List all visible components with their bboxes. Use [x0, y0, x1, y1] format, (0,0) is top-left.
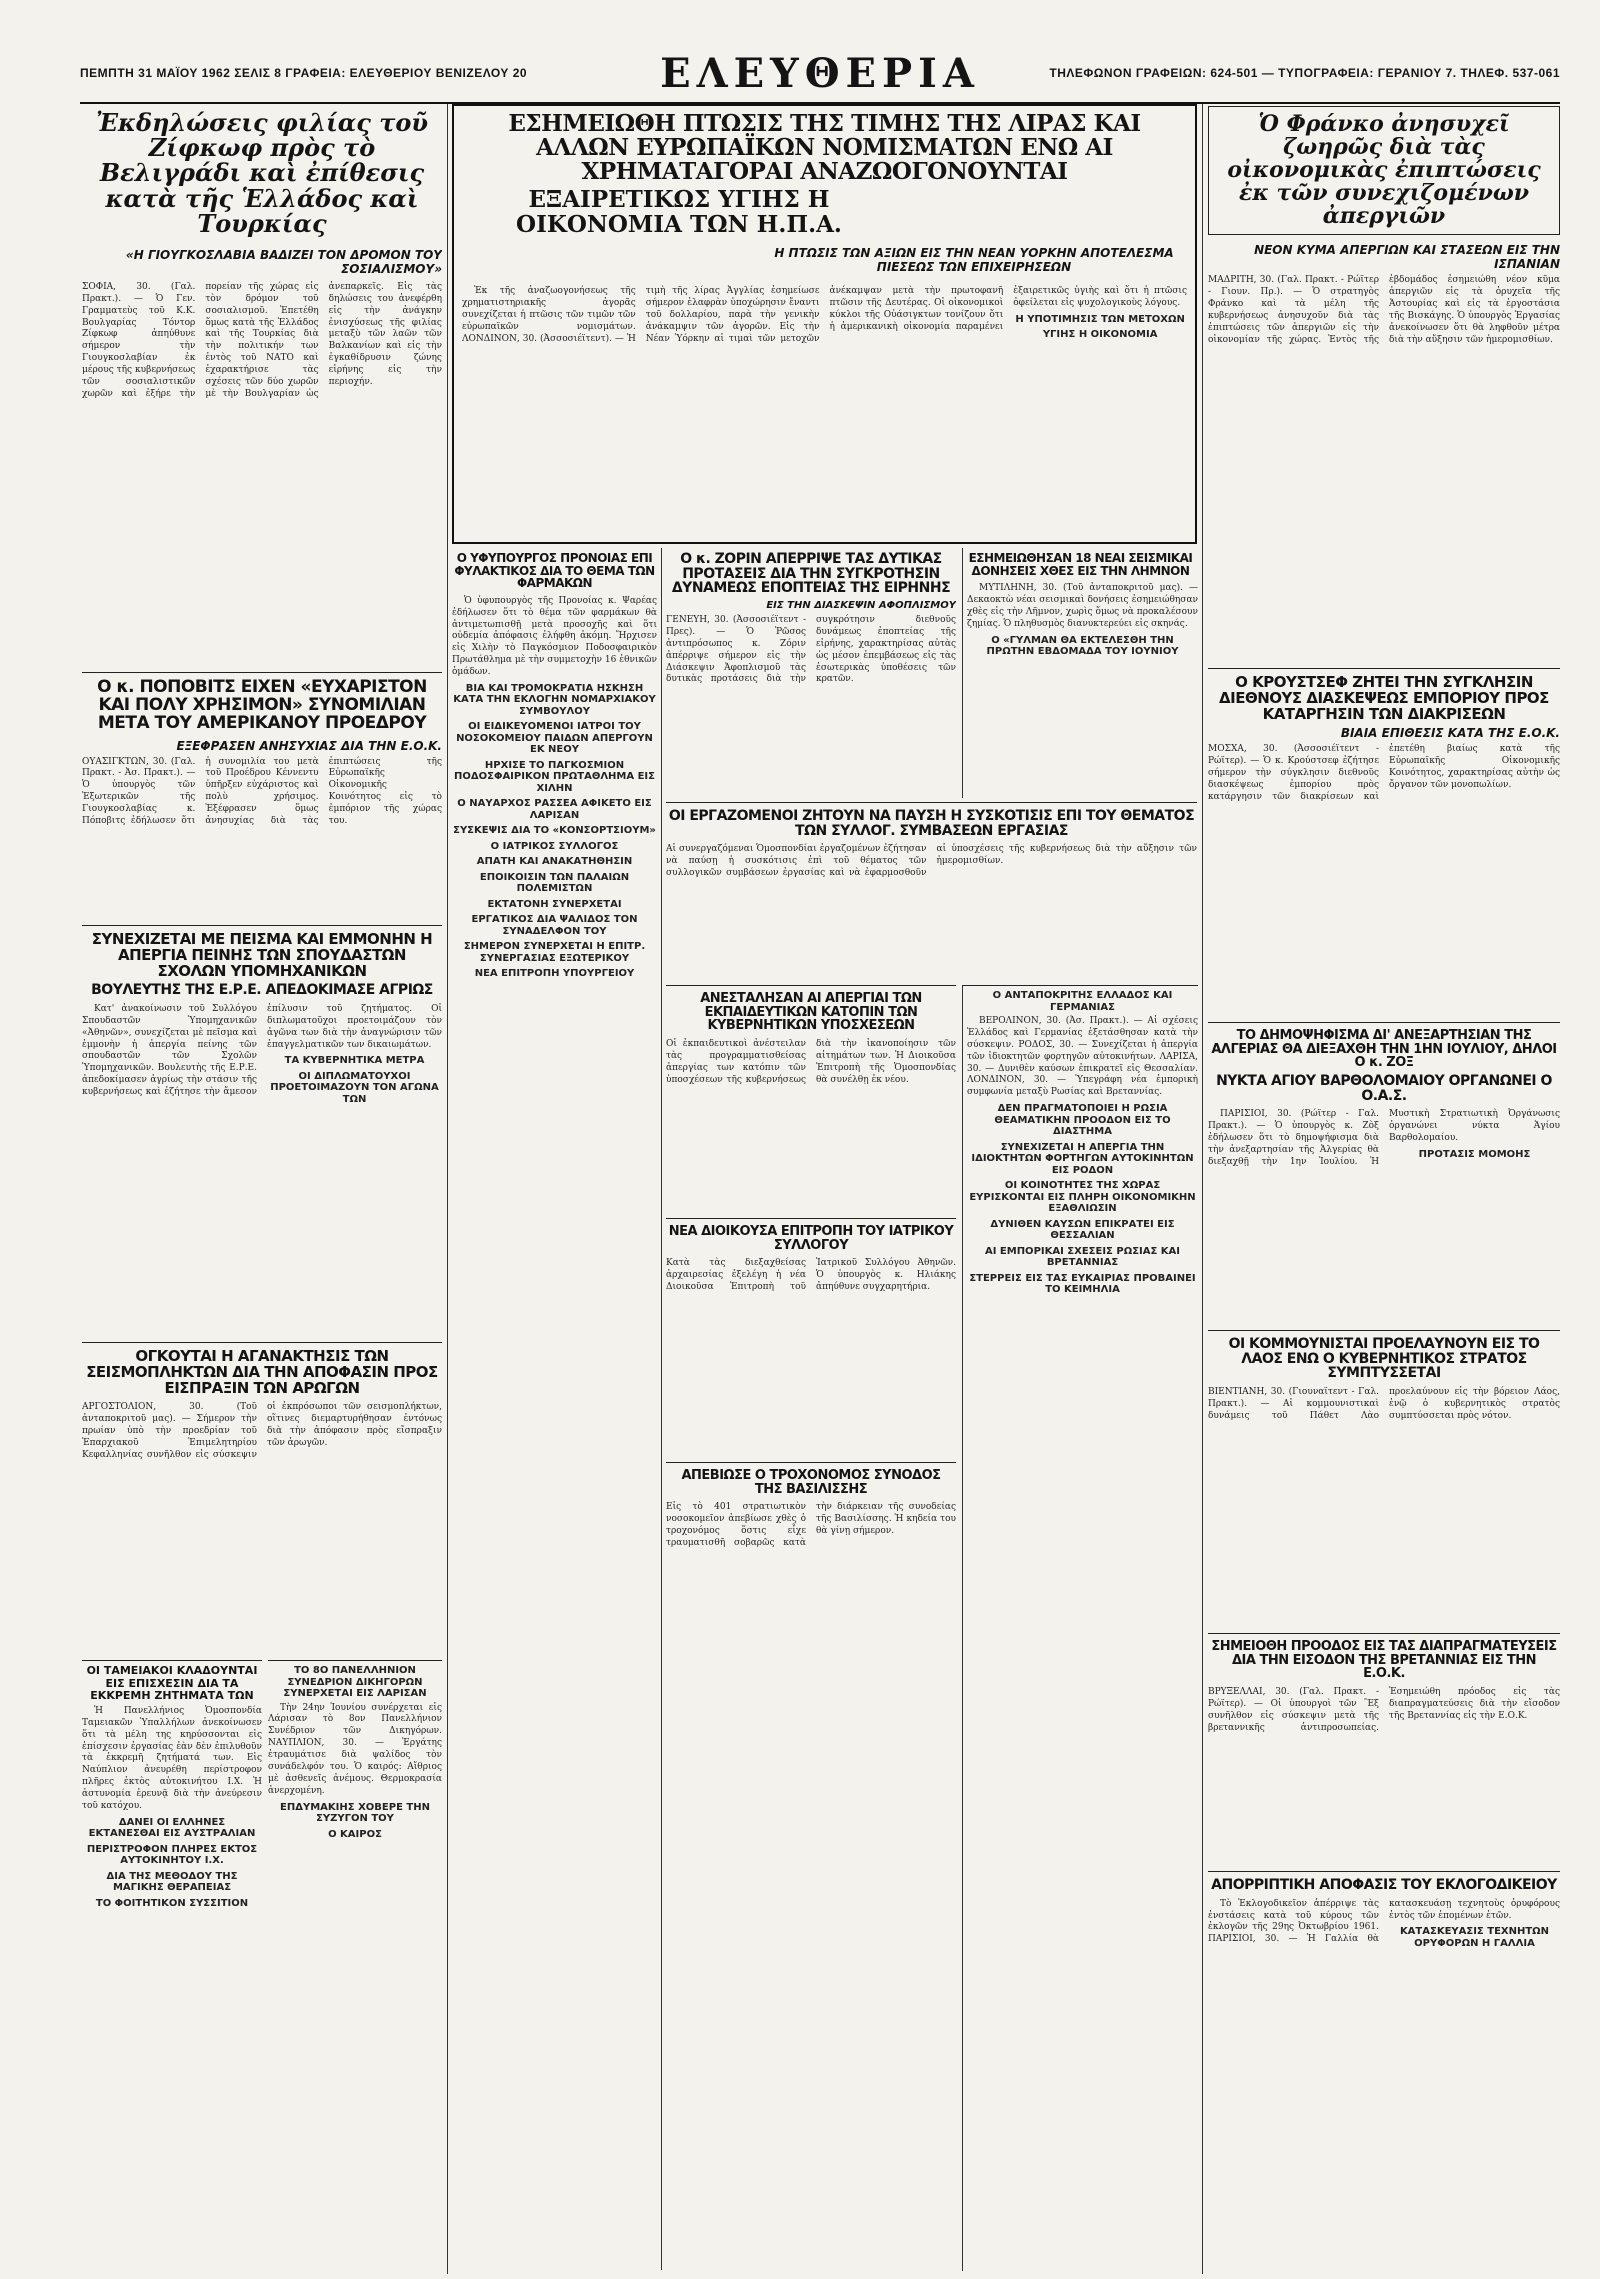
article-headline: ΣΗΜΕΙΟΘΗ ΠΡΟΟΔΟΣ ΕΙΣ ΤΑΣ ΔΙΑΠΡΑΓΜΑΤΕΥΣΕΙΣ ΔΙΑ ΤΗΝ ΕΙΣΟΔΟΝ ΤΗΣ ΒΡΕΤΑΝΝΙΑΣ ΕΙΣ ΤΗΝ Ε.Ο.Κ. [1211, 1639, 1557, 1682]
article-subheadline: «Η ΓΙΟΥΓΚΟΣΛΑΒΙΑ ΒΑΔΙΖΕΙ ΤΟΝ ΔΡΟΜΟΝ ΤΟΥ ΣΟΣΙΑΛΙΣΜΟΥ» [125, 247, 442, 276]
masthead [80, 50, 1560, 104]
section-heading: ΤΟ 8Ο ΠΑΝΕΛΛΗΝΙΟΝ ΣΥΝΕΔΡΙΟΝ ΔΙΚΗΓΟΡΩΝ ΣΥΝΕΡΧΕΤΑΙ ΕΙΣ ΛΑΡΙΣΑΝ [283, 1665, 427, 1699]
article-subheadline: ΕΞΕΦΡΑΣΕΝ ΑΝΗΣΥΧΙΑΣ ΔΙΑ ΤΗΝ Ε.Ο.Κ. [176, 738, 442, 753]
article-headline: Ο ΥΦΥΠΟΥΡΓΟΣ ΠΡΟΝΟΙΑΣ ΕΠΙ ΦΥΛΑΚΤΙΚΟΣ ΔΙΑ ΤΟ ΘΕΜΑ ΤΩΝ ΦΑΡΜΑΚΩΝ [454, 551, 655, 591]
article-body: Αἱ συνεργαζόμεναι Ὁμοσπονδίαι ἐργαζομένων ἐζήτησαν νὰ παύσῃ ἡ συσκότισις ἐπὶ τοῦ θέματος τῶν συλλογικῶν συμβάσεων ἐργασίας καὶ νὰ ἐφαρμοσθοῦν αἱ ὑποσχέσεις τῆς κυβερνήσεως διὰ τὴν αὔξησιν τῶν ἡμερομισθίων. [666, 844, 1197, 964]
article-body: ΜΟΣΧΑ, 30. (Ἀσσοσιέϊτεντ - Ρώϊτερ). — Ὁ κ. Κρούστσεφ ἐζήτησε σήμερον τὴν σύγκλησιν διεθνοῦς διασκέψεως ἐμπορίου πρὸς κατάργησιν τῶν διακρίσεων καὶ ἐπετέθη βιαίως κατὰ τῆς Εὐρωπαϊκῆς Οἰκονομικῆς Κοινότητος, χαρακτηρίσας αὐτὴν ὡς ὄργανον τῶν μονοπωλίων. [1208, 744, 1560, 1004]
article-headline: ΟΙ ΤΑΜΕΙΑΚΟΙ ΚΛΑΔΟΥΝΤΑΙ ΕΙΣ ΕΠΙΣΧΕΣΙΝ ΔΙΑ ΤΑ ΕΚΚΡΕΜΗ ΖΗΤΗΜΑΤΑ ΤΩΝ [86, 1664, 258, 1703]
article-subheadline: Η ΠΤΩΣΙΣ ΤΩΝ ΑΞΙΩΝ ΕΙΣ ΤΗΝ ΝΕΑΝ ΥΟΡΚΗΝ ΑΠΟΤΕΛΕΣΜΑ ΠΙΕΣΕΩΣ ΤΩΝ ΕΠΙΧΕΙΡΗΣΕΩΝ [774, 246, 1174, 274]
section-heading: ΔΕΝ ΠΡΑΓΜΑΤΟΠΟΙΕΙ Η ΡΩΣΙΑ ΘΕΑΜΑΤΙΚΗΝ ΠΡΟΟΔΟΝ ΕΙΣ ΤΟ ΔΙΑΣΤΗΜΑ [994, 1103, 1171, 1138]
section-heading: ΑΠΑΤΗ ΚΑΙ ΑΝΑΚΑΤΗΘΗΣΙΝ [476, 856, 633, 868]
article-cashiers [82, 1660, 262, 2271]
article-headline: Ὁ Φράνκο ἀνησυχεῖ ζωηρῶς διὰ τὰς οἰκονομικὰς ἐπιπτώσεις ἐκ τῶν συνεχιζομένων ἀπεργιῶν [1208, 106, 1560, 235]
article-headline-secondary: ΝΥΚΤΑ ΑΓΙΟΥ ΒΑΡΘΟΛΟΜΑΙΟΥ ΟΡΓΑΝΩΝΕΙ Ο Ο.Α.Σ. [1216, 1072, 1552, 1104]
article-body: ΠΑΡΙΣΙΟΙ, 30. (Ρώϊτερ - Γαλ. Πρακτ.). — Ὁ ὑπουργὸς κ. Ζὸξ ἐδήλωσεν ὅτι τὸ δημοψήφισμα διὰ τὴν ἀνεξαρτησίαν τῆς Ἀλγερίας θὰ διεξαχθῇ τὴν 1ην Ἰουλίου. Ἡ Μυστικὴ Στρατιωτικὴ Ὀργάνωσις ὀργανώνει νύκτα Ἁγίου Βαρθολομαίου. ΠΡΟΤΑΣΙΣ ΜΟΜΟΗΣ [1208, 1109, 1560, 1319]
section-heading: ΠΡΟΤΑΣΙΣ ΜΟΜΟΗΣ [1418, 1148, 1531, 1160]
article-headline: ΝΕΑ ΔΙΟΙΚΟΥΣΑ ΕΠΙΤΡΟΠΗ ΤΟΥ ΙΑΤΡΙΚΟΥ ΣΥΛΛΟΓΟΥ [668, 1224, 954, 1253]
section-heading: ΗΡΧΙΣΕ ΤΟ ΠΑΓΚΟΣΜΙΟΝ ΠΟΔΟΣΦΑΙΡΙΚΟΝ ΠΡΩΤΑΘΛΗΜΑ ΕΙΣ ΧΙΛΗΝ [454, 759, 655, 794]
article-headline: ΟΙ ΕΡΓΑΖΟΜΕΝΟΙ ΖΗΤΟΥΝ ΝΑ ΠΑΥΣΗ Η ΣΥΣΚΟΤΙΣΙΣ ΕΠΙ ΤΟΥ ΘΕΜΑΤΟΣ ΤΩΝ ΣΥΛΛΟΓ. ΣΥΜΒΑΣΕΩΝ ΕΡΓΑΣΙΑΣ [668, 808, 1195, 839]
article-zorin [666, 548, 956, 798]
article-election-court [1208, 1871, 1560, 2271]
article-body: Εἰς τὸ 401 στρατιωτικὸν νοσοκομεῖον ἀπεβίωσε χθὲς ὁ τροχονόμος ὅστις εἶχε τραυματισθῆ σοβαρῶς κατὰ τὴν διάρκειαν τῆς συνοδείας τῆς Βασιλίσσης. Ἡ κηδεία του θὰ γίνῃ σήμερον. [666, 1502, 956, 2252]
section-heading: ΤΑ ΚΥΒΕΡΝΗΤΙΚΑ ΜΕΤΡΑ [284, 1055, 425, 1067]
section-heading: ΕΚΤΑΤΟΝΗ ΣΥΝΕΡΧΕΤΑΙ [487, 898, 622, 910]
section-heading: ΒΙΑ ΚΑΙ ΤΡΟΜΟΚΡΑΤΙΑ ΗΣΚΗΣΗ ΚΑΤΑ ΤΗΝ ΕΚΛΟΓΗΝ ΝΟΜΑΡΧΙΑΚΟΥ ΣΥΜΒΟΥΛΟΥ [453, 682, 656, 717]
article-headline: ΕΣΗΜΕΙΩΘΗΣΑΝ 18 ΝΕΑΙ ΣΕΙΣΜΙΚΑΙ ΔΟΝΗΣΕΙΣ ΧΘΕΣ ΕΙΣ ΤΗΝ ΛΗΜΝΟΝ [968, 551, 1193, 578]
section-heading: ΕΡΓΑΤΙΚΟΣ ΔΙΑ ΨΑΛΙΔΟΣ ΤΟΝ ΣΥΝΑΔΕΛΦΟΝ ΤΟΥ [471, 914, 638, 937]
article-body: ΜΑΔΡΙΤΗ, 30. (Γαλ. Πρακτ. - Ρώϊτερ - Γιουν. Πρ.). — Ὁ στρατηγὸς Φράνκο καὶ τὰ μέλη τῆς κυβερνήσεως ἀνησυχοῦν διὰ τὰς ἐπιπτώσεις τῶν ἀπεργιῶν εἰς τὴν οἰκονομίαν τῆς χώρας. Ἐντὸς τῆς ἑβδομάδος ἐσημειώθη νέον κῦμα ἀπεργιῶν εἰς τὰ ὀρυχεῖα τῆς Ἀστουρίας καὶ εἰς τὰ ἐργοστάσια τῆς Βισκάγης. Ὁ ὑπουργὸς Ἐργασίας ἀνεκοίνωσεν ὅτι θὰ ληφθοῦν μέτρα διὰ τὴν αὔξησιν τῶν ἡμερομισθίων. [1208, 275, 1560, 664]
section-heading: ΕΠΟΙΚΟΙΣΙΝ ΤΩΝ ΠΑΛΑΙΩΝ ΠΟΛΕΜΙΣΤΩΝ [479, 871, 630, 895]
section-heading: Ο «ΓΥΛΜΑΝ ΘΑ ΕΚΤΕΛΕΣΘΗ ΤΗΝ ΠΡΩΤΗΝ ΕΒΔΟΜΑΔΑ ΤΟΥ ΙΟΥΝΙΟΥ [986, 634, 1179, 658]
section-heading: ΠΕΡΙΣΤΡΟΦΟΝ ΠΛΗΡΕΣ ΕΚΤΟΣ ΑΥΤΟΚΙΝΗΤΟΥ Ι.Χ. [86, 1843, 258, 1867]
article-lemnos-quakes [962, 548, 1198, 798]
article-franco [1208, 104, 1560, 664]
newspaper-title: ΕΛΕΥΘΕΡΙΑ [660, 50, 980, 97]
article-body: Ὁ ὑφυπουργὸς τῆς Προνοίας κ. Ψαρέας ἐδήλωσεν ὅτι τὸ θέμα τῶν φαρμάκων θὰ ἀντιμετωπισθῇ μετὰ προσοχῆς καὶ ὅτι οὐδεμία ἀπόφασις ἐλήφθη ἀκόμη. Ἤρχισεν εἰς Χιλὴν τὸ Παγκόσμιον Ποδοσφαιρικὸν Πρωτάθλημα μὲ τὴν συμμετοχὴν 16 ἐθνικῶν ὁμάδων. ΒΙΑ ΚΑΙ ΤΡΟΜΟΚΡΑΤΙΑ ΗΣΚΗΣΗ ΚΑΤΑ ΤΗΝ ΕΚΛΟΓΗΝ ΝΟΜΑΡΧΙΑΚΟΥ ΣΥΜΒΟΥΛΟΥ ΟΙ ΕΙΔΙΚΕΥΟΜΕΝΟΙ ΙΑΤΡΟΙ ΤΟΥ ΝΟΣΟΚΟΜΕΙΟΥ ΠΑΙΔΩΝ ΑΠΕΡΓΟΥΝ ΕΚ ΝΕΟΥ ΗΡΧΙΣΕ ΤΟ ΠΑΓΚΟΣΜΙΟΝ ΠΟΔΟΣΦΑΙΡΙΚΟΝ ΠΡΩΤΑΘΛΗΜΑ ΕΙΣ ΧΙΛΗΝ Ο ΝΑΥΑΡΧΟΣ ΡΑΣΣΕΑ ΑΦΙΚΕΤΟ ΕΙΣ ΛΑΡΙΣΑΝ ΣΥΣΚΕΨΙΣ ΔΙΑ ΤΟ «ΚΟΝΣΟΡΤΣΙΟΥΜ» Ο ΙΑΤΡΙΚΟΣ ΣΥΛΛΟΓΟΣ ΑΠΑΤΗ ΚΑΙ ΑΝΑΚΑΤΗΘΗΣΙΝ ΕΠΟΙΚΟΙΣΙΝ ΤΩΝ ΠΑΛΑΙΩΝ ΠΟΛΕΜΙΣΤΩΝ ΕΚΤΑΤΟΝΗ ΣΥΝΕΡΧΕΤΑΙ ΕΡΓΑΤΙΚΟΣ ΔΙΑ ΨΑΛΙΔΟΣ ΤΟΝ ΣΥΝΑΔΕΛΦΟΝ ΤΟΥ ΣΗΜΕΡΟΝ ΣΥΝΕΡΧΕΤΑΙ Η ΕΠΙΤΡ. ΣΥΝΕΡΓΑΣΙΑΣ ΕΞΩΤΕΡΙΚΟΥ ΝΕΑ ΕΠΙΤΡΟΠΗ ΥΠΟΥΡΓΕΙΟΥ [452, 596, 657, 2246]
article-headline: ΟΙ ΚΟΜΜΟΥΝΙΣΤΑΙ ΠΡΟΕΛΑΥΝΟΥΝ ΕΙΣ ΤΟ ΛΑΟΣ ΕΝΩ Ο ΚΥΒΕΡΝΗΤΙΚΟΣ ΣΤΡΑΤΟΣ ΣΥΜΠΤΥΣΣΕΤΑΙ [1228, 1336, 1540, 1382]
section-heading: ΥΓΙΗΣ Η ΟΙΚΟΝΟΜΙΑ [1042, 329, 1158, 341]
article-headline: ΑΠΕΒΙΩΣΕ Ο ΤΡΟΧΟΝΟΜΟΣ ΣΥΝΟΔΟΣ ΤΗΣ ΒΑΣΙΛΙΣΣΗΣ [681, 1468, 941, 1497]
section-heading: ΤΟ ΦΟΙΤΗΤΙΚΟΝ ΣΥΣΣΙΤΙΟΝ [95, 1897, 249, 1909]
article-zhivkov [82, 108, 442, 668]
section-heading: Ο ΙΑΤΡΙΚΟΣ ΣΥΛΛΟΓΟΣ [490, 840, 619, 852]
article-traffic-escort [666, 1462, 956, 2271]
section-heading: ΣΥΝΕΧΙΖΕΤΑΙ Η ΑΠΕΡΓΙΑ ΤΗΝ ΙΔΙΟΚΤΗΤΩΝ ΦΟΡΤΗΓΩΝ ΑΥΤΟΚΙΝΗΤΩΝ ΕΙΣ ΡΟΔΟΝ [971, 1141, 1194, 1176]
article-pharma [452, 548, 657, 2270]
article-body: ΟΥΑΣΙΓΚΤΩΝ, 30. (Γαλ. Πρακτ. - Ἀσ. Πρακτ.). — Ὁ ὑπουργὸς τῶν Ἐξωτερικῶν τῆς Γιουγκοσλαβίας κ. Πόποβιτς ἐδήλωσεν ὅτι ἡ συνομιλία του μετὰ τοῦ Προέδρου Κέννεντυ ὑπῆρξεν εὐχάριστος καὶ πολὺ χρήσιμος. Ἐξέφρασεν ὅμως ἀνησυχίας διὰ τὰς ἐπιπτώσεις τῆς Εὐρωπαϊκῆς Οἰκονομικῆς Κοινότητος εἰς τὸ ἐμπόριον τῆς χώρας του. [82, 757, 442, 907]
article-algeria [1208, 1022, 1560, 1328]
section-heading: Ο ΑΝΤΑΠΟΚΡΙΤΗΣ ΕΛΛΑΔΟΣ ΚΑΙ ΓΕΡΜΑΝΙΑΣ [992, 990, 1173, 1013]
article-headline: ΤΟ ΔΗΜΟΨΗΦΙΣΜΑ ΔΙ' ΑΝΕΞΑΡΤΗΣΙΑΝ ΤΗΣ ΑΛΓΕΡΙΑΣ ΘΑ ΔΙΕΞΑΧΘΗ ΤΗΝ 1ΗΝ ΙΟΥΛΙΟΥ, ΔΗΛΟΙ Ο κ. ΖΟΞ [1211, 1028, 1557, 1071]
section-heading: ΟΙ ΕΙΔΙΚΕΥΟΜΕΝΟΙ ΙΑΤΡΟΙ ΤΟΥ ΝΟΣΟΚΟΜΕΙΟΥ ΠΑΙΔΩΝ ΑΠΕΡΓΟΥΝ ΕΚ ΝΕΟΥ [456, 721, 653, 756]
section-heading: ΣΥΣΚΕΨΙΣ ΔΙΑ ΤΟ «ΚΟΝΣΟΡΤΣΙΟΥΜ» [453, 825, 656, 837]
article-subheadline: ΒΙΑΙΑ ΕΠΙΘΕΣΙΣ ΚΑΤΑ ΤΗΣ Ε.Ο.Κ. [1340, 726, 1560, 741]
section-heading: ΝΕΑ ΕΠΙΤΡΟΠΗ ΥΠΟΥΡΓΕΙΟΥ [474, 968, 635, 980]
article-pound [452, 104, 1197, 544]
article-laos [1208, 1330, 1560, 1631]
masthead-contact: ΤΗΛΕΦΩΝΟΝ ΓΡΑΦΕΙΩΝ: 624-501 — ΤΥΠΟΓΡΑΦΕΙΑ: ΓΕΡΑΝΙΟΥ 7. ΤΗΛΕΦ. 537-061 [1049, 66, 1560, 80]
article-body: Ἐκ τῆς ἀναζωογονήσεως τῆς χρηματιστηριακῆς ἀγορᾶς συνεχίζεται ἡ πτῶσις τῶν τιμῶν τῶν εὐρωπαϊκῶν νομισμάτων. ΛΟΝΔΙΝΟΝ, 30. (Ἀσσοσιέϊτεντ). — Ἡ τιμὴ τῆς λίρας Ἀγγλίας ἐσημείωσε σήμερον ἐλαφρὰν ὑποχώρησιν ἔναντι τοῦ δολλαρίου, παρὰ τὴν γενικὴν ἀνάκαμψιν τῶν ἀγορῶν. Εἰς τὴν Νέαν Ὑόρκην αἱ τιμαὶ τῶν μετοχῶν ἀνέκαμψαν μετὰ τὴν πρωτοφανῆ πτῶσιν τῆς Δευτέρας. Οἱ οἰκονομικοὶ κύκλοι τῆς Οὐάσιγκτων τονίζουν ὅτι ἡ ἀμερικανικὴ οἰκονομία παραμένει ἐξαιρετικῶς ὑγιὴς καὶ ὅτι ἡ πτῶσις ὀφείλεται εἰς ψυχολογικοὺς λόγους. Η ΥΠΟΤΙΜΗΣΙΣ ΤΩΝ ΜΕΤΟΧΩΝ ΥΓΙΗΣ Η ΟΙΚΟΝΟΜΙΑ [462, 286, 1187, 536]
section-heading: ΟΙ ΔΙΠΛΩΜΑΤΟΥΧΟΙ ΠΡΟΕΤΟΙΜΑΖΟΥΝ ΤΟΝ ΑΓΩΝΑ ΤΩΝ [270, 1070, 439, 1105]
section-heading: ΔΙΑ ΤΗΣ ΜΕΘΟΔΟΥ ΤΗΣ ΜΑΓΙΚΗΣ ΘΕΡΑΠΕΙΑΣ [106, 1870, 238, 1894]
column-left-misc [268, 1660, 442, 2271]
article-headline: ΟΓΚΟΥΤΑΙ Η ΑΓΑΝΑΚΤΗΣΙΣ ΤΩΝ ΣΕΙΣΜΟΠΛΗΚΤΩΝ ΔΙΑ ΤΗΝ ΑΠΟΦΑΣΙΝ ΠΡΟΣ ΕΙΣΠΡΑΞΙΝ ΤΩΝ ΑΡΩΓΩΝ [86, 1347, 438, 1397]
article-body: ΓΕΝΕΥΗ, 30. (Ἀσσοσιέϊτεντ - Πρες). — Ὁ Ῥῶσος ἀντιπρόσωπος κ. Ζόριν ἀπέρριψε σήμερον εἰς τὴν Διάσκεψιν Ἀφοπλισμοῦ τὰς δυτικὰς προτάσεις διὰ τὴν συγκρότησιν διεθνοῦς δυνάμεως ἐποπτείας τῆς εἰρήνης, χαρακτηρίσας αὐτὰς ὡς μέσον ἐπεμβάσεως εἰς τὰς ἐσωτερικὰς ὑποθέσεις τῶν κρατῶν. [666, 615, 956, 785]
article-headline: ΕΣΗΜΕΙΩΘΗ ΠΤΩΣΙΣ ΤΗΣ ΤΙΜΗΣ ΤΗΣ ΛΙΡΑΣ ΚΑΙ ΑΛΛΩΝ ΕΥΡΩΠΑΪΚΩΝ ΝΟΜΙΣΜΑΤΩΝ ΕΝΩ ΑΙ ΧΡΗΜΑΤΑΓΟΡΑΙ ΑΝΑΖΩΟΓΟΝΟΥΝΤΑΙ [508, 110, 1141, 186]
article-headline: Ο κ. ΠΟΠΟΒΙΤΣ ΕΙΧΕΝ «ΕΥΧΑΡΙΣΤΟΝ ΚΑΙ ΠΟΛΥ ΧΡΗΣΙΜΟΝ» ΣΥΝΟΜΙΛΙΑΝ ΜΕΤΑ ΤΟΥ ΑΜΕΡΙΚΑΝΟΥ ΠΡΟΕΔΡΟΥ [97, 677, 427, 733]
article-students-strike [82, 925, 442, 1341]
article-body: Ο ΑΝΤΑΠΟΚΡΙΤΗΣ ΕΛΛΑΔΟΣ ΚΑΙ ΓΕΡΜΑΝΙΑΣ ΒΕΡΟΛΙΝΟΝ, 30. (Ἀσ. Πρακτ.). — Αἱ σχέσεις Ἑλλάδος καὶ Γερμανίας ἐξετάσθησαν κατὰ τὴν σύσκεψιν. ΡΟΔΟΣ, 30. — Συνεχίζεται ἡ ἀπεργία τῶν ἰδιοκτητῶν φορτηγῶν αὐτοκινήτων. ΛΑΡΙΣΑ, 30. — Δυνιθὲν καύσων ἐπικρατεῖ εἰς Θεσσαλίαν. ΛΟΝΔΙΝΟΝ, 30. — Ὑπεγράφη νέα ἐμπορικὴ συμφωνία μεταξὺ Ρωσίας καὶ Βρεταννίας. ΔΕΝ ΠΡΑΓΜΑΤΟΠΟΙΕΙ Η ΡΩΣΙΑ ΘΕΑΜΑΤΙΚΗΝ ΠΡΟΟΔΟΝ ΕΙΣ ΤΟ ΔΙΑΣΤΗΜΑ ΣΥΝΕΧΙΖΕΤΑΙ Η ΑΠΕΡΓΙΑ ΤΗΝ ΙΔΙΟΚΤΗΤΩΝ ΦΟΡΤΗΓΩΝ ΑΥΤΟΚΙΝΗΤΩΝ ΕΙΣ ΡΟΔΟΝ ΟΙ ΚΟΙΝΟΤΗΤΕΣ ΤΗΣ ΧΩΡΑΣ ΕΥΡΙΣΚΟΝΤΑΙ ΕΙΣ ΠΛΗΡΗ ΟΙΚΟΝΟΜΙΚΗΝ ΕΞΑΘΛΙΩΣΙΝ ΔΥΝΙΘΕΝ ΚΑΥΣΩΝ ΕΠΙΚΡΑΤΕΙ ΕΙΣ ΘΕΣΣΑΛΙΑΝ ΑΙ ΕΜΠΟΡΙΚΑΙ ΣΧΕΣΕΙΣ ΡΩΣΙΑΣ ΚΑΙ ΒΡΕΤΑΝΝΙΑΣ ΣΤΕΡΡΕΙΣ ΕΙΣ ΤΑΣ ΕΥΚΑΙΡΙΑΣ ΠΡΟΒΑΙΝΕΙ ΤΟ ΚΕΙΜΗΛΙΑ [963, 990, 1198, 2260]
section-heading: Ο ΝΑΥΑΡΧΟΣ ΡΑΣΣΕΑ ΑΦΙΚΕΤΟ ΕΙΣ ΛΑΡΙΣΑΝ [457, 798, 652, 821]
article-labor [666, 802, 1197, 983]
section-heading: Ο ΚΑΙΡΟΣ [328, 1828, 382, 1840]
article-body: Κατ' ἀνακοίνωσιν τοῦ Συλλόγου Σπουδαστῶν Ὑπομηχανικῶν «Ἀθηνῶν», συνεχίζεται μὲ πεῖσμα καὶ ἐμμονὴν ἡ ἀπεργία πείνης τῶν σπουδαστῶν τῶν Σχολῶν Ὑπομηχανικῶν. Βουλευτὴς τῆς Ε.Ρ.Ε. ἀπεδοκίμασεν ἀγρίως τὴν στάσιν τῆς κυβερνήσεως καὶ ἐζήτησε τὴν ἄμεσον ἐπίλυσιν τοῦ ζητήματος. Οἱ διπλωματοῦχοι προετοιμάζουν τὸν ἀγῶνα των διὰ τὴν ἀναγνώρισιν τῶν ἐπαγγελματικῶν των δικαιωμάτων. ΤΑ ΚΥΒΕΡΝΗΤΙΚΑ ΜΕΤΡΑ ΟΙ ΔΙΠΛΩΜΑΤΟΥΧΟΙ ΠΡΟΕΤΟΙΜΑΖΟΥΝ ΤΟΝ ΑΓΩΝΑ ΤΩΝ [82, 1004, 442, 1314]
article-body: ΒΙΕΝΤΙΑΝΗ, 30. (Γιουναϊτεντ - Γαλ. Πρακτ.). — Αἱ κομμουνιστικαὶ δυνάμεις τοῦ Πάθετ Λὰο προελαύνουν εἰς τὴν βόρειον Λάος, ἐνῷ ὁ κυβερνητικὸς στρατὸς συμπτύσσεται πρὸς νότον. [1208, 1387, 1560, 1627]
article-body: ΑΡΓΟΣΤΟΛΙΟΝ, 30. (Τοῦ ἀνταποκριτοῦ μας). — Σήμερον τὴν πρωίαν ὑπὸ τὴν προεδρίαν τοῦ Ἐπαρχιακοῦ Ἐπιμελητηρίου Κεφαλληνίας συνῆλθον εἰς σύσκεψιν οἱ ἐκπρόσωποι τῶν σεισμοπλήκτων, οἵτινες διεμαρτυρήθησαν ἐντόνως διὰ τὴν ἀπόφασιν πρὸς εἴσπραξιν τῶν ἀρωγῶν. [82, 1402, 442, 1652]
article-headline: ΑΝΕΣΤΑΛΗΣΑΝ ΑΙ ΑΠΕΡΓΙΑΙ ΤΩΝ ΕΚΠΑΙΔΕΥΤΙΚΩΝ ΚΑΤΟΠΙΝ ΤΩΝ ΚΥΒΕΡΝΗΤΙΚΩΝ ΥΠΟΣΧΕΣΕΩΝ [700, 991, 922, 1034]
article-headline: Ο κ. ΖΟΡΙΝ ΑΠΕΡΡΙΨΕ ΤΑΣ ΔΥΤΙΚΑΣ ΠΡΟΤΑΣΕΙΣ ΔΙΑ ΤΗΝ ΣΥΓΚΡΟΤΗΣΙΝ ΔΥΝΑΜΕΩΣ ΕΠΟΠΤΕΙΑΣ ΤΗΣ ΕΙΡΗΝΗΣ [671, 551, 951, 597]
article-body: ΤΟ 8Ο ΠΑΝΕΛΛΗΝΙΟΝ ΣΥΝΕΔΡΙΟΝ ΔΙΚΗΓΟΡΩΝ ΣΥΝΕΡΧΕΤΑΙ ΕΙΣ ΛΑΡΙΣΑΝ Τὴν 24ην Ἰουνίου συνέρχεται εἰς Λάρισαν τὸ 8ον Πανελλήνιον Συνέδριον τῶν Δικηγόρων. ΝΑΥΠΛΙΟΝ, 30. — Ἐργάτης ἐτραυμάτισε διὰ ψαλίδος τὸν συνάδελφόν του. Ὁ καιρός: Αἴθριος μὲ ἀσθενεῖς ἀνέμους. Θερμοκρασία ἀνερχομένη. ΕΠΔΥΜΑΚΙΗΣ ΧΟΒΕΡΕ ΤΗΝ ΣΥΖΥΓΟΝ ΤΟΥ Ο ΚΑΙΡΟΣ [268, 1665, 442, 2265]
article-headline: ΑΠΟΡΡΙΠΤΙΚΗ ΑΠΟΦΑΣΙΣ ΤΟΥ ΕΚΛΟΓΟΔΙΚΕΙΟΥ [1211, 1877, 1557, 1893]
article-headline: Ο ΚΡΟΥΣΤΣΕΦ ΖΗΤΕΙ ΤΗΝ ΣΥΓΚΛΗΣΙΝ ΔΙΕΘΝΟΥΣ ΔΙΑΣΚΕΨΕΩΣ ΕΜΠΟΡΙΟΥ ΠΡΟΣ ΚΑΤΑΡΓΗΣΙΝ ΤΩΝ ΔΙΑΚΡΙΣΕΩΝ [1219, 673, 1549, 723]
section-heading: ΑΙ ΕΜΠΟΡΙΚΑΙ ΣΧΕΣΕΙΣ ΡΩΣΙΑΣ ΚΑΙ ΒΡΕΤΑΝΝΙΑΣ [984, 1245, 1181, 1269]
article-body: Ἡ Πανελλήνιος Ὁμοσπονδία Ταμειακῶν Ὑπαλλήλων ἀνεκοίνωσεν ὅτι τὰ μέλη της κηρύσσονται εἰς ἐπίσχεσιν ἐργασίας ἐὰν δὲν ἐπιλυθοῦν τὰ ἐκκρεμῆ ζητήματά των. Εἰς Ναύπλιον ἀνευρέθη περίστροφον πλῆρες ἐκτὸς αὐτοκινήτου Ι.Χ. Ἡ ἀστυνομία ἐρευνᾷ διὰ τὴν ἀνεύρεσιν τοῦ κατόχου. ΔΑΝΕΙ ΟΙ ΕΛΛΗΝΕΣ ΕΚΤΑΝΕΣΘΑΙ ΕΙΣ ΑΥΣΤΡΑΛΙΑΝ ΠΕΡΙΣΤΡΟΦΟΝ ΠΛΗΡΕΣ ΕΚΤΟΣ ΑΥΤΟΚΙΝΗΤΟΥ Ι.Χ. ΔΙΑ ΤΗΣ ΜΕΘΟΔΟΥ ΤΗΣ ΜΑΓΙΚΗΣ ΘΕΡΑΠΕΙΑΣ ΤΟ ΦΟΙΤΗΤΙΚΟΝ ΣΥΣΣΙΤΙΟΝ [82, 1706, 262, 2266]
section-heading: ΣΗΜΕΡΟΝ ΣΥΝΕΡΧΕΤΑΙ Η ΕΠΙΤΡ. ΣΥΝΕΡΓΑΣΙΑΣ ΕΞΩΤΕΡΙΚΟΥ [463, 941, 646, 964]
section-heading: ΕΠΔΥΜΑΚΙΗΣ ΧΟΒΕΡΕ ΤΗΝ ΣΥΖΥΓΟΝ ΤΟΥ [280, 1801, 430, 1824]
article-medical [666, 1218, 956, 1459]
article-britain-eec [1208, 1633, 1560, 1869]
section-heading: ΚΑΤΑΣΚΕΥΑΣΙΣ ΤΕΧΝΗΤΩΝ ΟΡΥΦΟΡΩΝ Η ΓΑΛΛΙΑ [1399, 1926, 1550, 1949]
column-center-misc [962, 985, 1198, 2271]
article-earthquake-victims [82, 1342, 442, 1658]
masthead-dateline: ΠΕΜΠΤΗ 31 ΜΑΪΟΥ 1962 ΣΕΛΙΣ 8 ΓΡΑΦΕΙΑ: ΕΛΕΥΘΕΡΙΟΥ ΒΕΝΙΖΕΛΟΥ 20 [80, 66, 528, 80]
section-heading: ΔΥΝΙΘΕΝ ΚΑΥΣΩΝ ΕΠΙΚΡΑΤΕΙ ΕΙΣ ΘΕΣΣΑΛΙΑΝ [990, 1218, 1175, 1242]
article-body: ΣΟΦΙΑ, 30. (Γαλ. Πρακτ.). — Ὁ Γεν. Γραμματεὺς τοῦ Κ.Κ. Βουλγαρίας Τόντορ Ζίφκωφ ἀπηύθυνε σήμερον τὴν Γιουγκοσλαβίαν ἐκ μέρους τῆς κυβερνήσεως τῶν σοσιαλιστικῶν χωρῶν καὶ ἐξήρε τὴν πορείαν τῆς χώρας εἰς τὸν δρόμον τοῦ σοσιαλισμοῦ. Ἐπετέθη ὅμως κατὰ τῆς Ἑλλάδος καὶ τῆς Τουρκίας διὰ τὴν πολιτικήν των ἐντὸς τοῦ ΝΑΤΟ καὶ ἐχαρακτήρισε τὰς σχέσεις τῶν δύο χωρῶν μὲ τὴν Βουλγαρίαν ὡς ἀνεπαρκεῖς. Εἰς τὰς δηλώσεις του ἀνεφέρθη εἰς τὴν ἀνάγκην ἐνισχύσεως τῆς φιλίας μεταξὺ τῶν λαῶν τῶν Βαλκανίων καὶ εἰς τὴν ἐγκαθίδρυσιν ζώνης εἰρήνης εἰς τὴν περιοχήν. [82, 282, 442, 668]
article-body: ΒΡΥΞΕΛΛΑΙ, 30. (Γαλ. Πρακτ. - Ρώϊτερ). — Οἱ ὑπουργοὶ τῶν Ἓξ συνῆλθον εἰς σύσκεψιν μετὰ τῆς βρεταννικῆς ἀντιπροσωπείας. Ἐσημειώθη πρόοδος εἰς τὰς διαπραγματεύσεις διὰ τὴν εἴσοδον τῆς Βρεταννίας εἰς τὴν Ε.Ο.Κ. [1208, 1687, 1560, 1867]
section-heading: Η ΥΠΟΤΙΜΗΣΙΣ ΤΩΝ ΜΕΤΟΧΩΝ [1015, 313, 1185, 325]
article-body: Οἱ ἐκπαιδευτικοὶ ἀνέστειλαν τὰς προγραμματισθείσας ἀπεργίας των κατόπιν τῶν ὑποσχέσεων τῆς κυβερνήσεως διὰ τὴν ἱκανοποίησιν τῶν αἰτημάτων των. Ἡ Διοικοῦσα Ἐπιτροπὴ τῆς Ὁμοσπονδίας θὰ συνέλθῃ ἐκ νέου. [666, 1039, 956, 1209]
section-heading: ΔΑΝΕΙ ΟΙ ΕΛΛΗΝΕΣ ΕΚΤΑΝΕΣΘΑΙ ΕΙΣ ΑΥΣΤΡΑΛΙΑΝ [88, 1816, 256, 1840]
article-khrushchev [1208, 668, 1560, 1019]
article-teachers [666, 985, 956, 1216]
article-body: ΜΥΤΙΛΗΝΗ, 30. (Τοῦ ἀνταποκριτοῦ μας). — Δεκαοκτὼ νέαι σεισμικαὶ δονήσεις ἐσημειώθησαν χθὲς εἰς τὴν Λῆμνον, χωρὶς ὅμως νὰ προκαλέσουν ζημίας. Ὁ πληθυσμὸς διανυκτερεύει εἰς σκηνάς. Ο «ΓΥΛΜΑΝ ΘΑ ΕΚΤΕΛΕΣΘΗ ΤΗΝ ΠΡΩΤΗΝ ΕΒΔΟΜΑΔΑ ΤΟΥ ΙΟΥΝΙΟΥ [963, 583, 1198, 773]
article-body: Τὸ Ἐκλογοδικεῖον ἀπέρριψε τὰς ἐνστάσεις κατὰ τοῦ κύρους τῶν ἐκλογῶν τῆς 29ης Ὀκτωβρίου 1961. ΠΑΡΙΣΙΟΙ, 30. — Ἡ Γαλλία θὰ κατασκευάσῃ τεχνητοὺς ὀρυφόρους ἐντὸς τῶν ἑπομένων ἐτῶν. ΚΑΤΑΣΚΕΥΑΣΙΣ ΤΕΧΝΗΤΩΝ ΟΡΥΦΟΡΩΝ Η ΓΑΛΛΙΑ [1208, 1899, 1560, 2239]
article-subheadline: ΒΟΥΛΕΥΤΗΣ ΤΗΣ Ε.Ρ.Ε. ΑΠΕΔΟΚΙΜΑΣΕ ΑΓΡΙΩΣ [91, 982, 433, 999]
article-popovic [82, 672, 442, 923]
article-headline: Ἐκδηλώσεις φιλίας τοῦ Ζίφκωφ πρὸς τὸ Βελιγράδι καὶ ἐπίθεσις κατὰ τῆς Ἑλλάδος καὶ Τουρκίας [95, 108, 429, 238]
article-subheadline: ΝΕΟΝ ΚΥΜΑ ΑΠΕΡΓΙΩΝ ΚΑΙ ΣΤΑΣΕΩΝ ΕΙΣ ΤΗΝ ΙΣΠΑΝΙΑΝ [1254, 243, 1560, 272]
article-body: Κατὰ τὰς διεξαχθείσας ἀρχαιρεσίας ἐξελέγη ἡ νέα Διοικοῦσα Ἐπιτροπὴ τοῦ Ἰατρικοῦ Συλλόγου Ἀθηνῶν. Ὁ ὑπουργὸς κ. Ηλιάκης ἀπηύθυνε συγχαρητήρια. [666, 1258, 956, 1448]
section-heading: ΟΙ ΚΟΙΝΟΤΗΤΕΣ ΤΗΣ ΧΩΡΑΣ ΕΥΡΙΣΚΟΝΤΑΙ ΕΙΣ ΠΛΗΡΗ ΟΙΚΟΝΟΜΙΚΗΝ ΕΞΑΘΛΙΩΣΙΝ [969, 1180, 1196, 1215]
section-heading: ΣΤΕΡΡΕΙΣ ΕΙΣ ΤΑΣ ΕΥΚΑΙΡΙΑΣ ΠΡΟΒΑΙΝΕΙ ΤΟ ΚΕΙΜΗΛΙΑ [969, 1272, 1196, 1296]
article-headline-secondary: ΕΞΑΙΡΕΤΙΚΩΣ ΥΓΙΗΣ Η ΟΙΚΟΝΟΜΙΑ ΤΩΝ Η.Π.Α. [516, 186, 842, 238]
article-headline: ΣΥΝΕΧΙΖΕΤΑΙ ΜΕ ΠΕΙΣΜΑ ΚΑΙ ΕΜΜΟΝΗΝ Η ΑΠΕΡΓΙΑ ΠΕΙΝΗΣ ΤΩΝ ΣΠΟΥΔΑΣΤΩΝ ΣΧΟΛΩΝ ΥΠΟΜΗΧΑΝΙΚΩΝ [91, 930, 433, 980]
article-subheadline: ΕΙΣ ΤΗΝ ΔΙΑΣΚΕΨΙΝ ΑΦΟΠΛΙΣΜΟΥ [766, 600, 956, 612]
